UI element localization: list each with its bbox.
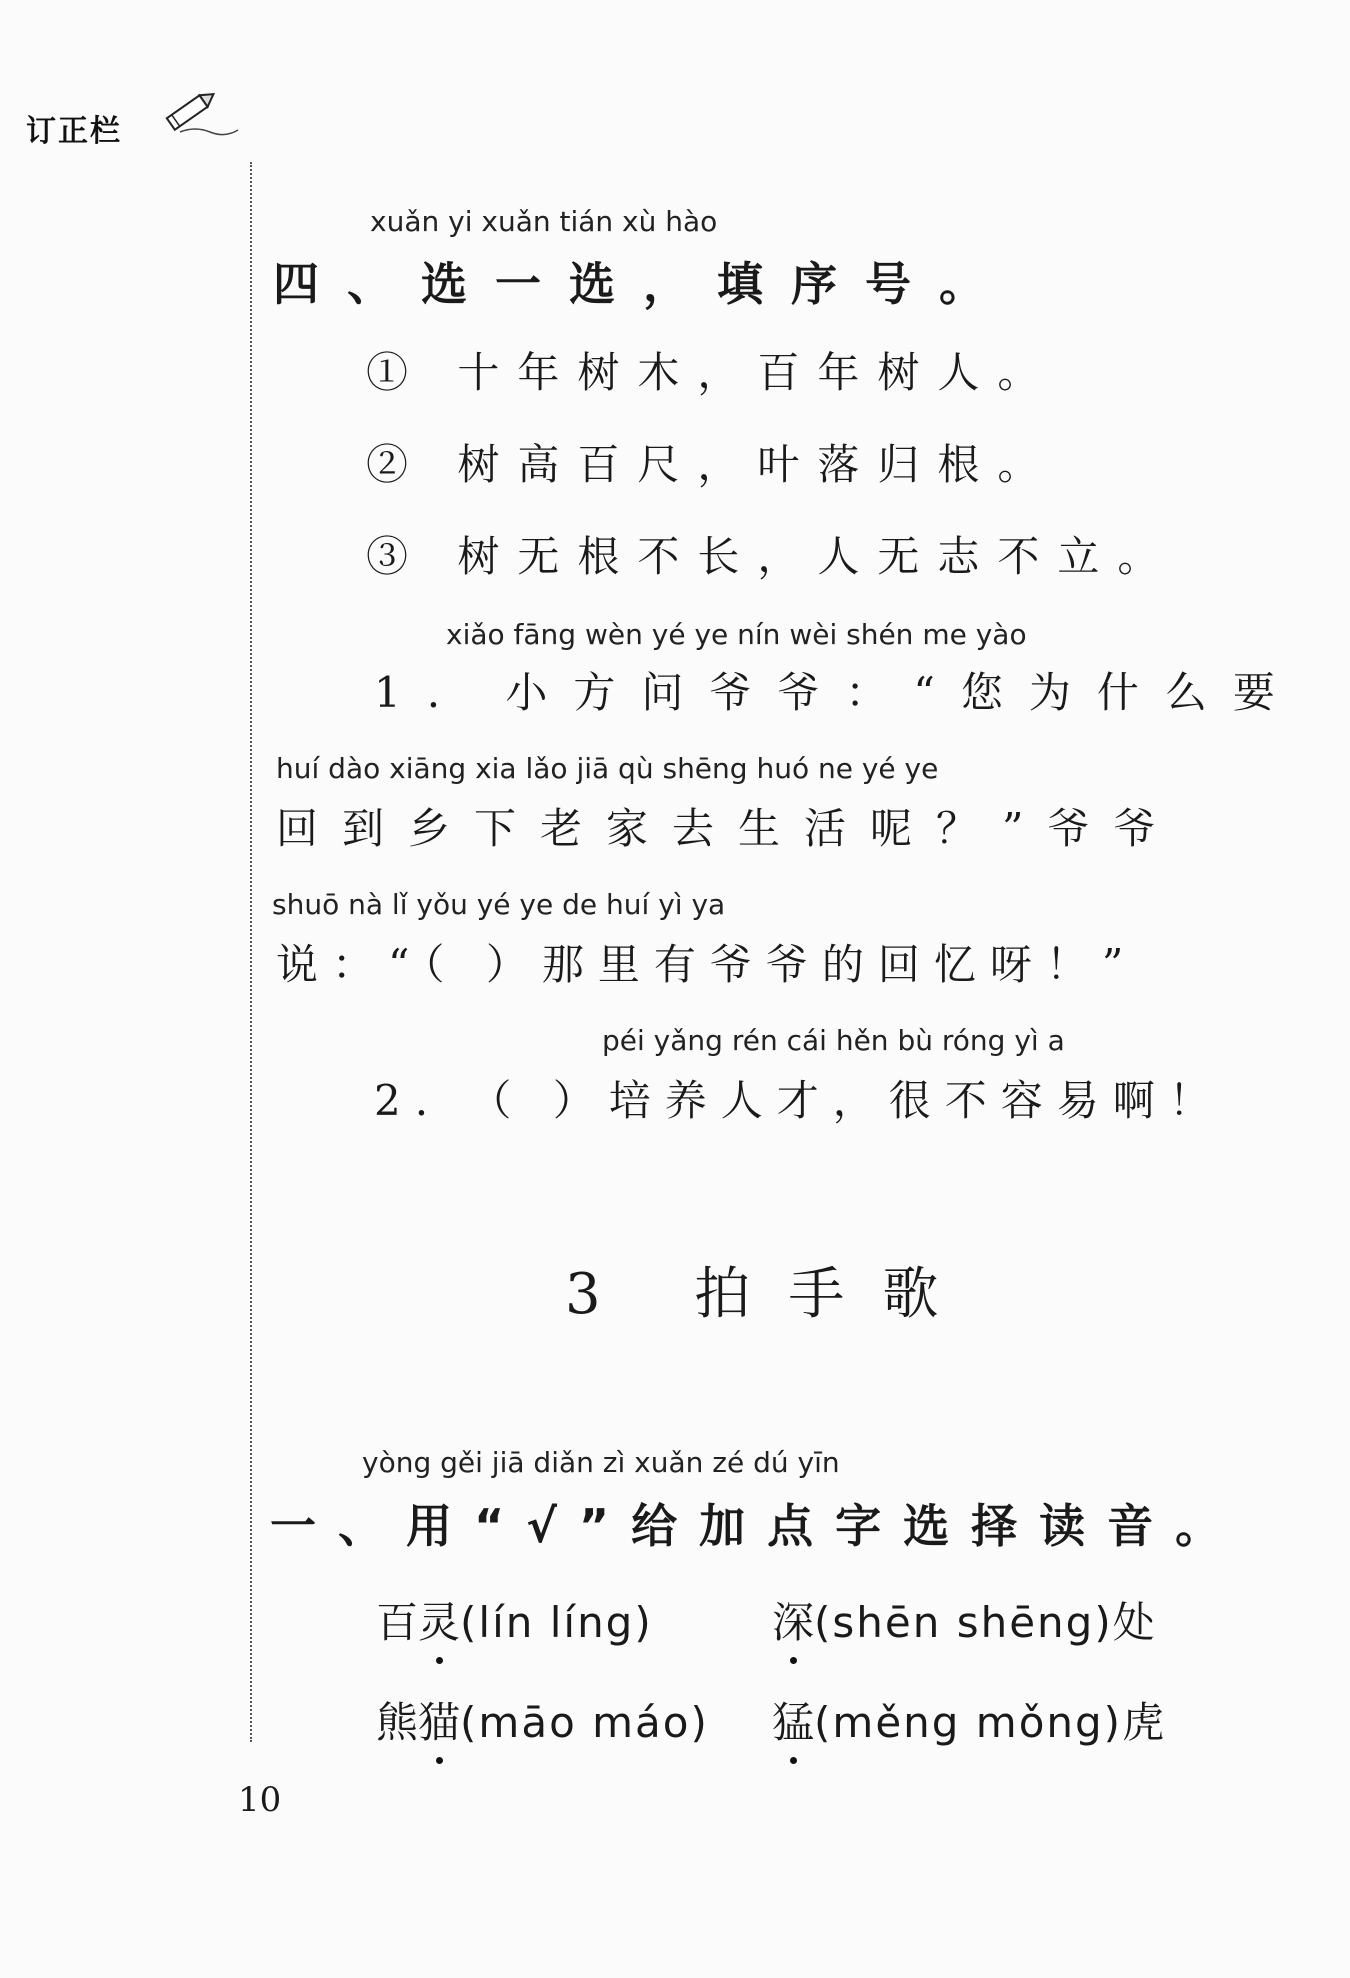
correction-column-label: 订正栏 <box>26 114 122 149</box>
reading-item-1 <box>376 1590 653 1650</box>
q1-pinyin-2: huí dào xiāng xia lǎo jiā qù shēng huó ne yé ye <box>276 752 939 785</box>
reading-item-2 <box>772 1590 1155 1650</box>
q1-line-3: 说：“（ ）那里有爷爷的回忆呀！” <box>276 940 1138 989</box>
pinyin-choices: (māo máo) <box>460 1698 709 1747</box>
reading-item-prefix: 百 <box>376 1598 419 1647</box>
option-2: ② 树高百尺，叶落归根。 <box>366 440 1058 489</box>
q1-pinyin-3: shuō nà lǐ yǒu yé ye de huí yì ya <box>272 888 726 921</box>
pencil-icon <box>160 88 240 138</box>
pinyin-choices: (shēn shēng) <box>814 1598 1113 1647</box>
option-1: ① 十年树木，百年树人。 <box>366 348 1058 397</box>
dotted-character: 深 <box>772 1590 814 1650</box>
q1-pinyin-1: xiǎo fāng wèn yé ye nín wèi shén me yào <box>446 618 1027 651</box>
option-3: ③ 树无根不长，人无志不立。 <box>366 532 1178 581</box>
dotted-character: 猛 <box>772 1690 814 1750</box>
section1-title-pinyin: yòng gěi jiā diǎn zì xuǎn zé dú yīn <box>362 1446 840 1479</box>
section4-title-pinyin: xuǎn yi xuǎn tián xù hào <box>370 205 718 238</box>
q2-line: 2. （ ）培养人才，很不容易啊！ <box>374 1076 1225 1125</box>
reading-item-suffix: 处 <box>1112 1598 1155 1647</box>
lesson-title: 3 拍手歌 <box>565 1262 977 1327</box>
page-number: 10 <box>238 1780 282 1820</box>
reading-item-suffix: 虎 <box>1122 1698 1165 1747</box>
dotted-character: 灵 <box>418 1590 460 1650</box>
reading-item-prefix: 熊 <box>376 1698 419 1747</box>
dotted-character: 猫 <box>418 1690 460 1750</box>
margin-divider <box>250 162 252 1742</box>
section1-title: 一、用“√”给加点字选择读音。 <box>270 1499 1244 1553</box>
q1-line-1: 1. 小方问爷爷：“您为什么要 <box>374 668 1301 717</box>
reading-item-4 <box>772 1690 1164 1750</box>
q1-line-2: 回到乡下老家去生活呢？”爷爷 <box>276 804 1180 853</box>
pinyin-choices: (lín líng) <box>460 1598 653 1647</box>
q2-pinyin: péi yǎng rén cái hěn bù róng yì a <box>602 1024 1065 1057</box>
section4-title: 四、选一选，填序号。 <box>273 257 1013 311</box>
pinyin-choices: (měng mǒng) <box>814 1698 1123 1747</box>
reading-item-3 <box>376 1690 709 1750</box>
